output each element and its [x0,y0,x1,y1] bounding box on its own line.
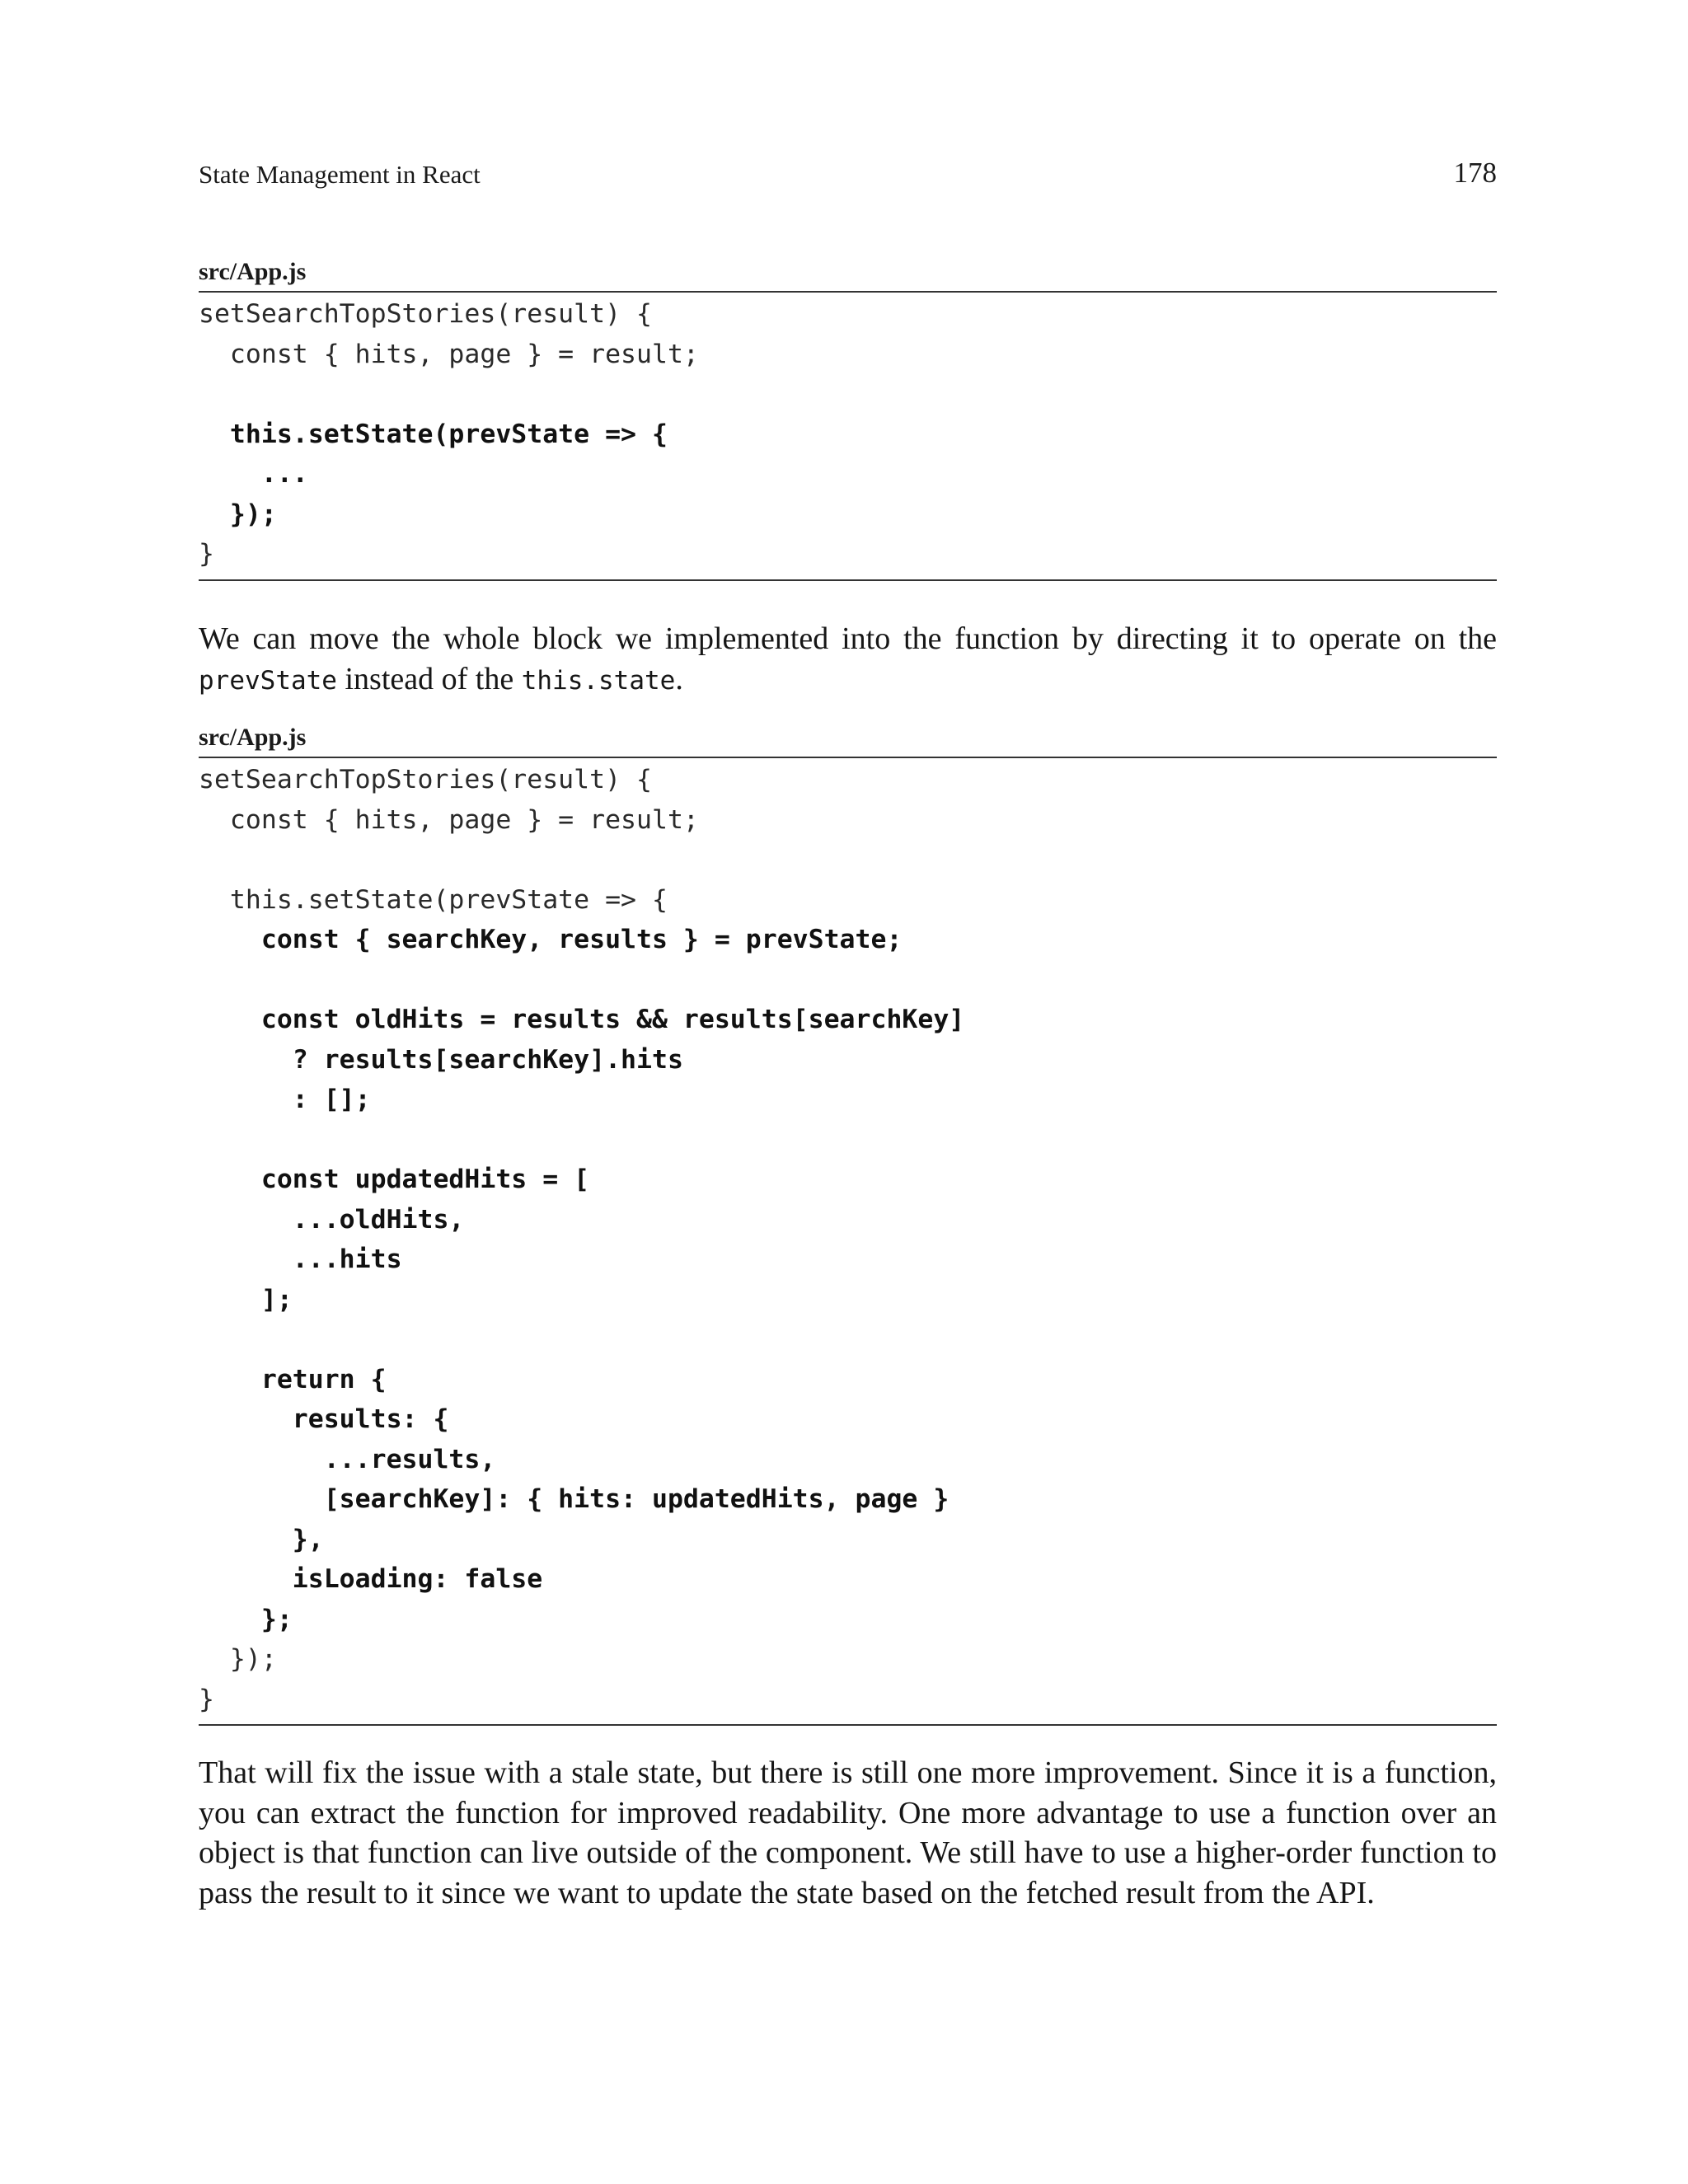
code-line: setSearchTopStories(result) { [199,765,652,794]
code-line: } [199,539,214,569]
code-line: ... [199,459,308,489]
code-line: const oldHits = results && results[searchKey] [199,1005,965,1034]
paragraph-1-text-3: . [675,661,683,696]
code-line: const updatedHits = [ [199,1165,590,1194]
code-caption-1: src/App.js [199,258,307,285]
code-line: this.setState(prevState => { [199,419,668,449]
code-line [199,1319,1497,1360]
code-block-2 [199,757,1497,1726]
chapter-title: State Management in React [199,160,481,189]
code-line: ? results[searchKey].hits [199,1044,683,1075]
code-line: }); [199,1644,277,1674]
code-line: } [199,1684,214,1714]
code-line: }; [199,1604,293,1634]
code-line: const { hits, page } = result; [199,804,699,835]
paragraph-1-text-2: instead of the [336,661,522,696]
paragraph-1-text-1: We can move the whole block we implemented into the function by directing it to operate on the [199,621,1497,656]
code-line: const { searchKey, results } = prevState; [199,925,903,954]
code-block-1 [199,291,1497,581]
code-line: }); [199,499,277,529]
code-caption-2: src/App.js [199,724,307,751]
code-line: this.setState(prevState => { [199,884,668,915]
code-line: ...results, [199,1444,496,1474]
code-line: : []; [199,1085,371,1114]
code-line: setSearchTopStories(result) { [199,299,652,329]
page-number: 178 [1453,157,1497,189]
code-line: ...oldHits, [199,1204,465,1235]
code-line: const { hits, page } = result; [199,339,699,369]
running-header [199,157,1497,193]
code-line [199,1120,1497,1160]
paragraph-2: That will fix the issue with a stale state, but there is still one more improvement. Since it is a function, you can extract the function for improved readability. One more advantage to use a function over an object is that function can live outside of the component. We still have to use a higher-order function to pass the result to it since we want to update the state based on the fetched result from the API. [199,1755,1497,1910]
paragraph-1 [199,619,1497,701]
code-line: [searchKey]: { hits: updatedHits, page } [199,1484,950,1514]
code-line [199,960,1497,1001]
code-line: ...hits [199,1244,402,1274]
code-line [199,840,1497,880]
code-line: ]; [199,1284,293,1315]
code-line [199,374,1497,415]
inline-code-this-state: this.state [521,665,676,696]
code-line: }, [199,1524,324,1554]
code-line: isLoading: false [199,1564,543,1594]
code-line: results: { [199,1404,449,1434]
code-line: return { [199,1364,387,1394]
inline-code-prevstate: prevState [199,665,337,696]
